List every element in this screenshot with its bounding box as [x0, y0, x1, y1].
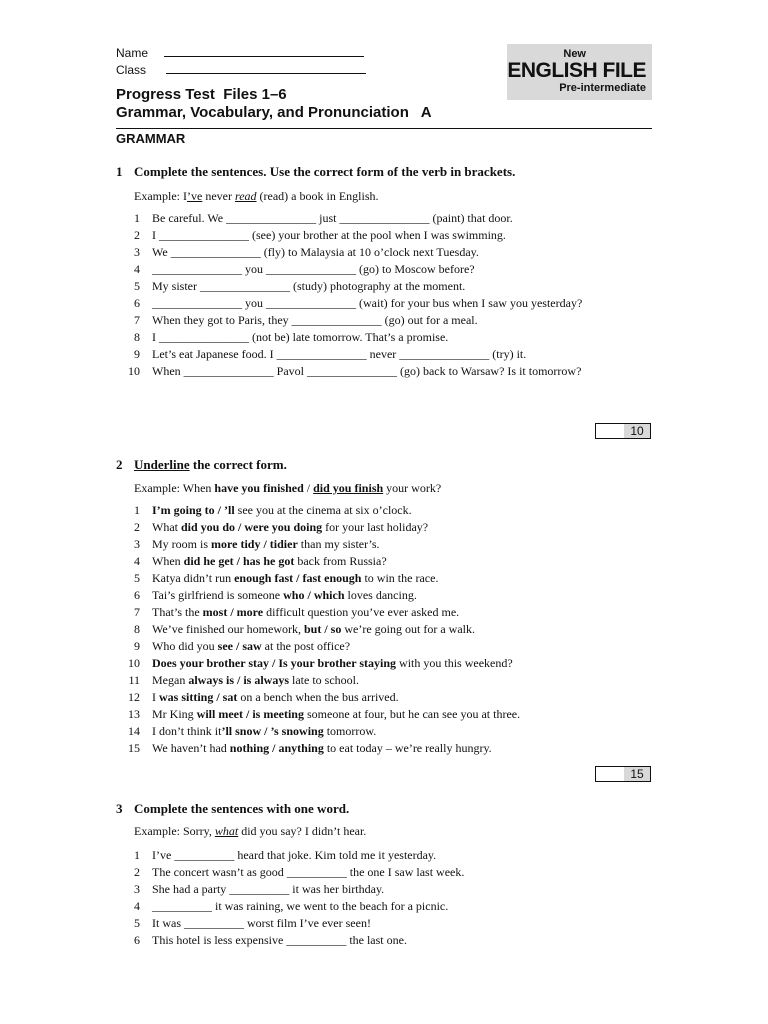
item-text: Tai’s girlfriend is someone who / which loves dancing. [152, 588, 417, 602]
exercise-item [118, 346, 598, 363]
item-text: Mr King will meet / is meeting someone at four, but he can see you at three. [152, 707, 521, 721]
q1-example: Example: I’ve never read (read) a book in English. [134, 189, 379, 203]
item-text: My sister _______________ (study) photography at the moment. [152, 279, 466, 293]
item-number: 5 [134, 571, 140, 585]
item-number: 2 [134, 228, 140, 242]
item-text: What did you do / were you doing for your last holiday? [152, 520, 429, 534]
class-field[interactable] [116, 63, 366, 77]
item-number: 1 [134, 211, 140, 225]
item-number: 6 [134, 588, 140, 602]
exercise-item [118, 723, 598, 740]
exercise-item [118, 915, 598, 932]
item-text: Does your brother stay / Is your brother staying with you this weekend? [152, 656, 513, 670]
exercise-item [118, 740, 598, 757]
name-blank[interactable] [164, 46, 364, 57]
q2-score-blank[interactable] [596, 767, 625, 781]
item-number: 10 [128, 656, 140, 670]
exercise-item [118, 570, 598, 587]
exercise-item [118, 227, 598, 244]
class-blank[interactable] [166, 63, 366, 74]
q1-score-total: 10 [624, 424, 650, 438]
exercise-item [118, 363, 598, 380]
item-number: 9 [134, 347, 140, 361]
item-text: When _______________ Pavol _______________ (go) back to Warsaw? Is it tomorrow? [152, 364, 582, 378]
item-number: 9 [134, 639, 140, 653]
item-text: Katya didn’t run enough fast / fast enough to win the race. [152, 571, 439, 585]
item-text: We haven’t had nothing / anything to eat today – we’re really hungry. [152, 741, 492, 755]
item-number: 11 [128, 673, 140, 687]
item-text: _______________ you _______________ (wait) for your bus when I saw you yesterday? [152, 296, 583, 310]
q2-score-total: 15 [624, 767, 650, 781]
exercise-item [118, 587, 598, 604]
item-text: It was __________ worst film I’ve ever seen! [152, 916, 371, 930]
item-number: 1 [134, 503, 140, 517]
exercise-item [118, 672, 598, 689]
exercise-item [118, 864, 598, 881]
q2-instruction: Underline the correct form. [134, 457, 287, 472]
item-text: The concert wasn’t as good __________ the one I saw last week. [152, 865, 465, 879]
q1-items [118, 210, 598, 380]
item-text: Who did you see / saw at the post office? [152, 639, 351, 653]
item-text: I don’t think it’ll snow / ’s snowing tomorrow. [152, 724, 377, 738]
exercise-item [118, 553, 598, 570]
exercise-item [118, 312, 598, 329]
item-number: 6 [134, 296, 140, 310]
name-label: Name [116, 46, 149, 60]
exercise-item [118, 932, 598, 949]
exercise-item [118, 329, 598, 346]
exercise-item [118, 261, 598, 278]
item-text: That’s the most / more difficult question you’ve ever asked me. [152, 605, 460, 619]
q2-number: 2 [116, 457, 123, 472]
item-number: 4 [134, 899, 140, 913]
exercise-item [118, 604, 598, 621]
item-text: When did he get / has he got back from Russia? [152, 554, 387, 568]
item-number: 3 [134, 537, 140, 551]
exercise-item [118, 536, 598, 553]
item-number: 10 [128, 364, 140, 378]
exercise-item [118, 210, 598, 227]
q3-number: 3 [116, 801, 123, 816]
exercise-item [118, 278, 598, 295]
item-text: My room is more tidy / tidier than my sister’s. [152, 537, 380, 551]
exercise-item [118, 881, 598, 898]
q1-score-box [595, 423, 651, 439]
section-heading: GRAMMAR [116, 131, 186, 146]
q1-instruction: Complete the sentences. Use the correct form of the verb in brackets. [134, 164, 516, 179]
item-text: I _______________ (not be) late tomorrow. That’s a promise. [152, 330, 449, 344]
item-text: We’ve finished our homework, but / so we’re going out for a walk. [152, 622, 475, 636]
item-text: Megan always is / is always late to school. [152, 673, 359, 687]
q3-instruction: Complete the sentences with one word. [134, 801, 350, 816]
item-number: 5 [134, 279, 140, 293]
logo-line2: ENGLISH FILE [507, 59, 646, 82]
q2-heading [116, 457, 287, 473]
exercise-item [118, 244, 598, 261]
item-text: Be careful. We _______________ just _______________ (paint) that door. [152, 211, 513, 225]
item-text: _______________ you _______________ (go) to Moscow before? [152, 262, 475, 276]
exercise-item [118, 638, 598, 655]
q1-heading [116, 164, 515, 180]
item-number: 6 [134, 933, 140, 947]
item-number: 14 [128, 724, 140, 738]
item-number: 5 [134, 916, 140, 930]
exercise-item [118, 898, 598, 915]
q2-items [118, 502, 598, 757]
exercise-item [118, 295, 598, 312]
q3-items [118, 847, 598, 949]
exercise-item [118, 847, 598, 864]
name-field[interactable] [116, 46, 364, 60]
header-rule [116, 128, 652, 129]
q1-score-blank[interactable] [596, 424, 625, 438]
exercise-item [118, 519, 598, 536]
item-number: 3 [134, 882, 140, 896]
q2-score-box [595, 766, 651, 782]
item-number: 7 [134, 605, 140, 619]
item-text: When they got to Paris, they _______________ (go) out for a meal. [152, 313, 478, 327]
q3-example: Example: Sorry, what did you say? I didn’t hear. [134, 824, 367, 838]
test-title: Progress Test Files 1–6 [116, 86, 287, 103]
item-text: I _______________ (see) your brother at the pool when I was swimming. [152, 228, 506, 242]
item-text: She had a party __________ it was her birthday. [152, 882, 385, 896]
item-number: 8 [134, 622, 140, 636]
exercise-item [118, 621, 598, 638]
q2-example: Example: When have you finished / did you finish your work? [134, 481, 442, 495]
item-number: 4 [134, 554, 140, 568]
test-subtitle: Grammar, Vocabulary, and Pronunciation A [116, 104, 432, 121]
item-number: 8 [134, 330, 140, 344]
item-text: This hotel is less expensive __________ the last one. [152, 933, 407, 947]
q1-number: 1 [116, 164, 123, 179]
exercise-item [118, 655, 598, 672]
item-number: 4 [134, 262, 140, 276]
item-number: 2 [134, 865, 140, 879]
item-number: 1 [134, 848, 140, 862]
item-number: 13 [128, 707, 140, 721]
item-text: __________ it was raining, we went to the beach for a picnic. [152, 899, 449, 913]
item-text: We _______________ (fly) to Malaysia at 10 o’clock next Tuesday. [152, 245, 479, 259]
logo-line1: New [563, 48, 586, 60]
item-number: 3 [134, 245, 140, 259]
item-number: 2 [134, 520, 140, 534]
item-text: I was sitting / sat on a bench when the bus arrived. [152, 690, 399, 704]
item-text: I’m going to / ’ll see you at the cinema at six o’clock. [152, 503, 412, 517]
q3-heading [116, 801, 349, 817]
item-number: 15 [128, 741, 140, 755]
class-label: Class [116, 63, 147, 77]
item-text: Let’s eat Japanese food. I _______________ never _______________ (try) it. [152, 347, 527, 361]
exercise-item [118, 502, 598, 519]
exercise-item [118, 706, 598, 723]
english-file-logo [507, 44, 652, 100]
exercise-item [118, 689, 598, 706]
item-text: I’ve __________ heard that joke. Kim told me it yesterday. [152, 848, 437, 862]
logo-line3: Pre-intermediate [559, 82, 646, 94]
item-number: 7 [134, 313, 140, 327]
item-number: 12 [128, 690, 140, 704]
